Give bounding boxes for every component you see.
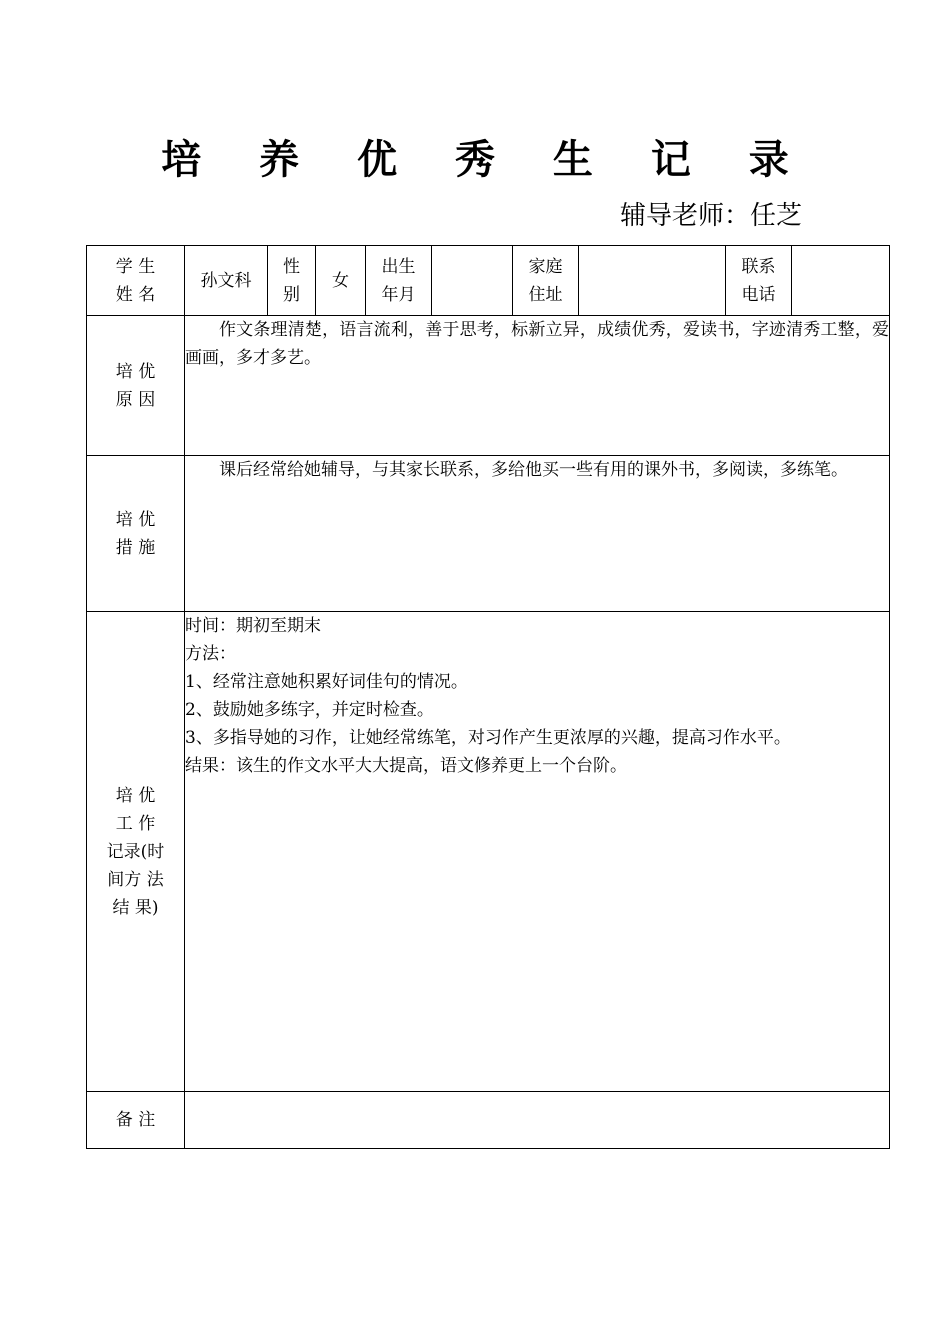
gender-value-cell: 女 — [316, 246, 366, 316]
phone-label-cell — [726, 246, 792, 316]
address-label-line1: 家庭 — [528, 256, 563, 277]
measures-label-line2: 措 施 — [115, 537, 156, 558]
gender-label-cell — [268, 246, 316, 316]
work-record-content — [185, 612, 890, 1092]
birth-label-line1: 出生 — [381, 256, 416, 277]
measures-label-cell — [87, 456, 185, 612]
work-record-label-cell — [87, 612, 185, 1092]
phone-label-line1: 联系 — [741, 256, 776, 277]
reason-label-cell — [87, 316, 185, 456]
phone-value-cell — [792, 246, 890, 316]
work-record-label-line5: 结 果) — [112, 897, 159, 918]
work-record-method-1: 1、经常注意她积累好词佳句的情况。 — [185, 672, 468, 692]
name-label-line2: 姓 名 — [115, 284, 156, 305]
teacher-name: 任芝 — [750, 201, 803, 231]
work-record-label-line1: 培 优 — [115, 785, 156, 806]
teacher-label: 辅导老师： — [620, 201, 751, 231]
work-record-label-line2: 工 作 — [115, 813, 156, 834]
address-label-cell — [513, 246, 579, 316]
address-label-line2: 住址 — [528, 284, 563, 305]
reason-text: 作文条理清楚，语言流利，善于思考，标新立异，成绩优秀，爱读书，字迹清秀工整，爱画画，多才多艺。 — [185, 316, 890, 456]
work-record-time-line: 时间：期初至期末 — [185, 616, 321, 636]
name-value-cell: 孙文科 — [185, 246, 268, 316]
phone-label-line2: 电话 — [741, 284, 776, 305]
teacher-line — [620, 196, 802, 236]
reason-label-line2: 原 因 — [115, 389, 156, 410]
remarks-row — [87, 1092, 890, 1149]
work-record-method-3: 3、多指导她的习作，让她经常练笔，对习作产生更浓厚的兴趣，提高习作水平。 — [185, 728, 791, 748]
work-record-method-2: 2、鼓励她多练字，并定时检查。 — [185, 700, 434, 720]
measures-label-line1: 培 优 — [115, 509, 156, 530]
work-record-row — [87, 612, 890, 1092]
birth-value-cell — [432, 246, 513, 316]
gender-label-line1: 性 — [283, 256, 300, 277]
work-record-result-line: 结果：该生的作文水平大大提高，语文修养更上一个台阶。 — [185, 756, 627, 776]
record-table — [86, 245, 890, 1149]
address-value-cell — [579, 246, 726, 316]
birth-label-cell — [366, 246, 432, 316]
remarks-label-cell: 备 注 — [87, 1092, 185, 1149]
work-record-label-line4: 间方 法 — [107, 869, 164, 890]
name-label-line1: 学 生 — [115, 256, 156, 277]
work-record-method-heading: 方法： — [185, 644, 236, 664]
measures-text: 课后经常给她辅导，与其家长联系，多给他买一些有用的课外书，多阅读，多练笔。 — [185, 456, 890, 612]
remarks-value-cell — [185, 1092, 890, 1149]
reason-label-line1: 培 优 — [115, 361, 156, 382]
birth-label-line2: 年月 — [381, 284, 416, 305]
student-info-row — [87, 246, 890, 316]
reason-row — [87, 316, 890, 456]
measures-row — [87, 456, 890, 612]
gender-label-line2: 别 — [283, 284, 300, 305]
name-label-cell — [87, 246, 185, 316]
work-record-label-line3: 记录(时 — [106, 841, 165, 862]
page-title: 培 养 优 秀 生 记 录 — [161, 137, 811, 183]
